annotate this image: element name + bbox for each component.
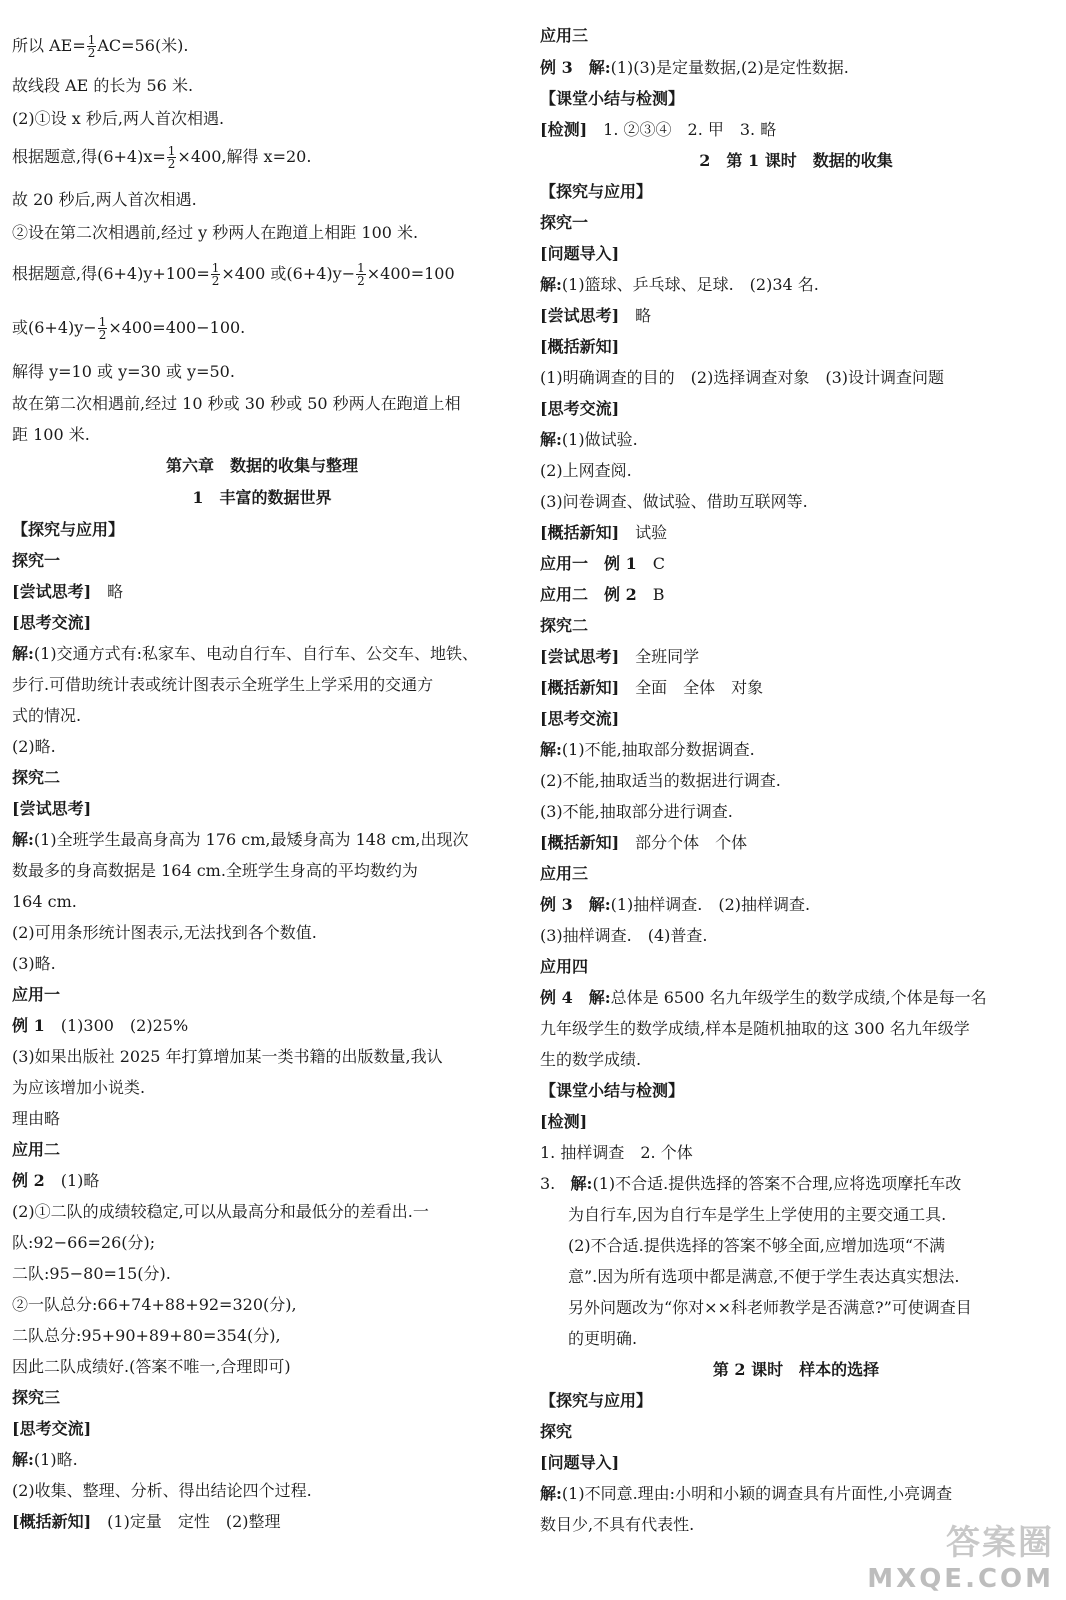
section-heading: 【课堂小结与检测】: [540, 1081, 685, 1100]
text-line: (2)略.: [12, 737, 56, 756]
text-line: 理由略: [12, 1109, 61, 1128]
text-line: (3)不能,抽取部分进行调查.: [540, 802, 733, 821]
text-line: 解:(1)交通方式有:私家车、电动自行车、自行车、公交车、地铁、: [12, 644, 478, 663]
text-line: 故 20 秒后,两人首次相遇.: [12, 190, 197, 209]
fraction: $\frac{1}{2}$: [357, 261, 365, 288]
text-line: 解:(1)不能,抽取部分数据调查.: [540, 740, 755, 759]
text-line: 队:92−66=26(分);: [12, 1233, 156, 1252]
text-line: 所以 AE= $\frac{1}{2}$ AC=56(米).: [12, 33, 189, 60]
text-line: 应用一 例 1 C: [540, 554, 665, 573]
watermark-logo: 答案圈 MXQE.COM: [867, 1523, 1054, 1594]
fraction: $\frac{1}{2}$: [98, 315, 107, 342]
label-heading: [检测]: [540, 1112, 588, 1131]
fraction: $\frac{1}{2}$: [87, 33, 96, 60]
subsection-heading: 应用三: [540, 864, 589, 883]
text-line: 根据题意,得(6+4)y+100= $\frac{1}{2}$ ×400 或(6+4)y− $\frac{1}{2}$ ×400=100: [12, 261, 455, 288]
text-line: 二队总分:95+90+89+80=354(分),: [12, 1326, 281, 1345]
subsection-heading: 探究一: [12, 551, 61, 570]
text-line: 例 2 (1)略: [12, 1171, 100, 1190]
text-line: (2)不能,抽取适当的数据进行调查.: [540, 771, 781, 790]
subsection-heading: 探究一: [540, 213, 589, 232]
text-line: [检测] 1. ②③④ 2. 甲 3. 略: [540, 120, 777, 139]
label-heading: [思考交流]: [540, 709, 620, 728]
text-line: 解:(1)篮球、乒乓球、足球. (2)34 名.: [540, 275, 819, 294]
text-line: 根据题意,得(6+4)x= $\frac{1}{2}$ ×400,解得 x=20.: [12, 144, 312, 171]
text-line: 解:(1)不同意.理由:小明和小颖的调查具有片面性,小亮调查: [540, 1484, 953, 1503]
label-heading: [问题导入]: [540, 244, 620, 263]
label-heading: [问题导入]: [540, 1453, 620, 1472]
text-line: 故线段 AE 的长为 56 米.: [12, 76, 194, 95]
text-line: 解:(1)略.: [12, 1450, 78, 1469]
text-line: 数目少,不具有代表性.: [540, 1515, 695, 1534]
text-line: [概括新知] 试验: [540, 523, 668, 542]
text-line: 例 4 解:总体是 6500 名九年级学生的数学成绩,个体是每一名: [540, 988, 987, 1007]
text-line: 164 cm.: [12, 892, 77, 911]
subsection-heading: 探究三: [12, 1388, 61, 1407]
section-title: 2 第 1 课时 数据的收集: [699, 151, 893, 170]
text-line: (2)上网查阅.: [540, 461, 632, 480]
text-line: 数最多的身高数据是 164 cm.全班学生身高的平均数约为: [12, 861, 418, 880]
text-line: 意”.因为所有选项中都是满意,不便于学生表达真实想法.: [568, 1267, 960, 1286]
section-heading: 【探究与应用】: [540, 182, 653, 201]
fraction: $\frac{1}{2}$: [211, 261, 220, 288]
text-line: (1)明确调查的目的 (2)选择调查对象 (3)设计调查问题: [540, 368, 944, 387]
subsection-heading: 探究二: [12, 768, 61, 787]
section-heading: 【探究与应用】: [540, 1391, 653, 1410]
text-line: 故在第二次相遇前,经过 10 秒或 30 秒或 50 秒两人在跑道上相: [12, 394, 461, 413]
text-line: 解得 y=10 或 y=30 或 y=50.: [12, 362, 235, 381]
text-line: 为应该增加小说类.: [12, 1078, 146, 1097]
text-line: 步行.可借助统计表或统计图表示全班学生上学采用的交通方: [12, 675, 434, 694]
label-heading: [思考交流]: [12, 613, 92, 632]
text-line: (2)收集、整理、分析、得出结论四个过程.: [12, 1481, 312, 1500]
text-line: 或(6+4)y− $\frac{1}{2}$ ×400=400−100.: [12, 315, 246, 342]
text-line: (3)如果出版社 2025 年打算增加某一类书籍的出版数量,我认: [12, 1047, 443, 1066]
text-line: 应用二 例 2 B: [540, 585, 665, 604]
text-line: (2)①设 x 秒后,两人首次相遇.: [12, 109, 225, 128]
text-line: 因此二队成绩好.(答案不唯一,合理即可): [12, 1357, 291, 1376]
text-line: 1. 抽样调查 2. 个体: [540, 1143, 693, 1162]
text-line: 式的情况.: [12, 706, 82, 725]
text-line: 二队:95−80=15(分).: [12, 1264, 171, 1283]
text-line: [尝试思考] 全班同学: [540, 647, 700, 666]
chapter-title: 第六章 数据的收集与整理: [165, 456, 358, 475]
text-line: 例 3 解:(1)(3)是定量数据,(2)是定性数据.: [540, 58, 849, 77]
section-heading: 【探究与应用】: [12, 520, 125, 539]
subsection-heading: 探究二: [540, 616, 589, 635]
text-line: 例 1 (1)300 (2)25%: [12, 1016, 189, 1035]
section-heading: 【课堂小结与检测】: [540, 89, 685, 108]
text-line: (3)问卷调查、做试验、借助互联网等.: [540, 492, 808, 511]
text-line: 3. 解:(1)不合适.提供选择的答案不合理,应将选项摩托车改: [540, 1174, 962, 1193]
text-line: (2)不合适.提供选择的答案不够全面,应增加选项“不满: [568, 1236, 946, 1255]
text-line: 解:(1)做试验.: [540, 430, 638, 449]
text-line: 为自行车,因为自行车是学生上学使用的主要交通工具.: [568, 1205, 947, 1224]
text-line: [尝试思考] 略: [540, 306, 652, 325]
subsection-heading: 探究: [540, 1422, 573, 1441]
text-line: ②设在第二次相遇前,经过 y 秒两人在跑道上相距 100 米.: [12, 223, 419, 242]
label-heading: [思考交流]: [12, 1419, 92, 1438]
text-line: [概括新知] 全面 全体 对象: [540, 678, 764, 697]
label-heading: [概括新知]: [540, 337, 620, 356]
text-line: (2)可用条形统计图表示,无法找到各个数值.: [12, 923, 317, 942]
text-line: [概括新知] (1)定量 定性 (2)整理: [12, 1512, 281, 1531]
text-line: 例 3 解:(1)抽样调查. (2)抽样调查.: [540, 895, 811, 914]
text-line: [尝试思考] 略: [12, 582, 124, 601]
text-line: ②一队总分:66+74+88+92=320(分),: [12, 1295, 297, 1314]
section-title: 第 2 课时 样本的选择: [712, 1360, 880, 1379]
text-line: 距 100 米.: [12, 425, 90, 444]
text-line: (2)①二队的成绩较稳定,可以从最高分和最低分的差看出.一: [12, 1202, 429, 1221]
section-title: 1 丰富的数据世界: [192, 488, 332, 507]
label-heading: [尝试思考]: [12, 799, 92, 818]
subsection-heading: 应用三: [540, 26, 589, 45]
subsection-heading: 应用二: [12, 1140, 61, 1159]
fraction: $\frac{1}{2}$: [167, 144, 176, 171]
text-line: 生的数学成绩.: [540, 1050, 642, 1069]
text-line: (3)略.: [12, 954, 56, 973]
text-line: 另外问题改为“你对××科老师教学是否满意?”可使调查目: [568, 1298, 972, 1317]
subsection-heading: 应用一: [12, 985, 61, 1004]
text-line: (3)抽样调查. (4)普查.: [540, 926, 708, 945]
subsection-heading: 应用四: [540, 957, 589, 976]
text-line: 解:(1)全班学生最高身高为 176 cm,最矮身高为 148 cm,出现次: [12, 830, 469, 849]
text-line: [概括新知] 部分个体 个体: [540, 833, 748, 852]
label-heading: [思考交流]: [540, 399, 620, 418]
text-line: 的更明确.: [568, 1329, 638, 1348]
text-line: 九年级学生的数学成绩,样本是随机抽取的这 300 名九年级学: [540, 1019, 970, 1038]
